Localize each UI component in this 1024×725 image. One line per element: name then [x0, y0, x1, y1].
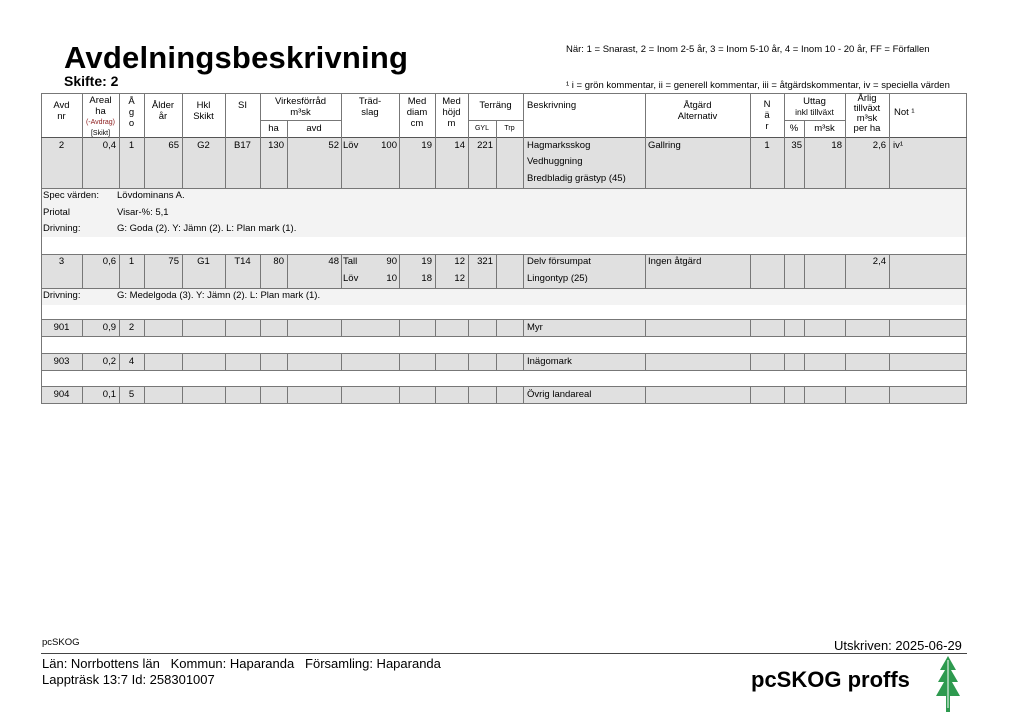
col-header-areal-line2: ha [95, 106, 106, 117]
cell-ago: 2 [128, 322, 135, 333]
cell-areal: 0,6 [102, 256, 116, 267]
table-border-top [41, 93, 967, 94]
col-header-nar-line2: ä [764, 110, 770, 121]
cell-areal: 0,9 [102, 322, 116, 333]
cell-avd: 904 [53, 389, 70, 400]
cell-beskrivning: Hagmarksskog [527, 140, 591, 151]
col-header-atgard-line2: Alternativ [677, 111, 718, 122]
col-line [750, 319, 751, 336]
col-header-avd-line1: Avd [53, 100, 70, 111]
col-line [645, 254, 646, 288]
col-line [804, 386, 805, 403]
col-header-hojd [435, 96, 468, 129]
col-line [889, 93, 890, 138]
col-header-diam-line1: Med [407, 96, 427, 107]
col-line [260, 386, 261, 403]
col-line [341, 138, 342, 188]
col-line [287, 386, 288, 403]
col-line [523, 319, 524, 336]
cell-not: iv¹ [893, 140, 904, 151]
col-line [523, 138, 524, 188]
col-line [804, 353, 805, 370]
row-band-904 [41, 386, 967, 403]
footer-property-id: Lappträsk 13:7 Id: 258301007 [42, 672, 215, 687]
col-line [341, 386, 342, 403]
col-header-tillvaxt-line1: Årlig [857, 93, 877, 104]
info-label: Drivning: [43, 290, 81, 301]
col-line [645, 386, 646, 403]
col-header-nar [750, 99, 784, 132]
col-line [645, 138, 646, 188]
col-line [523, 93, 524, 138]
col-header-tillvaxt-line4: per ha [853, 123, 881, 134]
col-line [750, 386, 751, 403]
col-line [750, 254, 751, 288]
col-header-hojd-line1: Med [442, 96, 461, 107]
cell-avd: 901 [53, 322, 70, 333]
row-line [41, 188, 967, 189]
col-line [225, 319, 226, 336]
cell-tradslag-pct: 90 [386, 256, 397, 267]
col-line [845, 386, 846, 403]
col-header-virke-line1: Virkesförråd [274, 96, 327, 107]
info-label: Drivning: [43, 223, 81, 234]
col-line [750, 353, 751, 370]
col-line [144, 353, 145, 370]
cell-beskrivning: Vedhuggning [527, 156, 583, 167]
col-header-tradslag-line2: slag [361, 107, 379, 118]
col-line [645, 353, 646, 370]
cell-ago: 5 [128, 389, 135, 400]
info-label: Spec värden: [43, 190, 99, 201]
table-border-right [966, 93, 967, 404]
cell-hojd: 12 [454, 256, 465, 267]
col-header-terrang: Terräng [479, 100, 512, 111]
uttag-sub-line [784, 120, 845, 121]
col-header-diam-line2: diam [406, 107, 428, 118]
col-line [144, 319, 145, 336]
info-value: G: Goda (2). Y: Jämn (2). L: Plan mark (1). [117, 223, 297, 234]
col-header-tillvaxt [845, 94, 889, 134]
col-line [435, 386, 436, 403]
col-header-not: Not ¹ [894, 107, 915, 118]
col-line [889, 319, 890, 336]
col-line [523, 254, 524, 288]
col-line [889, 138, 890, 188]
col-line [341, 254, 342, 288]
page-title: Avdelningsbeskrivning [64, 40, 409, 75]
col-header-virke-ha: ha [268, 123, 279, 134]
col-line [804, 254, 805, 288]
cell-avd: 903 [53, 356, 70, 367]
row-line [41, 353, 967, 354]
cell-tradslag-pct: 10 [386, 273, 397, 284]
col-header-atgard-line1: Åtgärd [683, 100, 712, 111]
col-header-beskrivning: Beskrivning [527, 100, 577, 111]
cell-areal: 0,1 [102, 389, 116, 400]
col-header-areal-avdrag: (-Avdrag) [85, 119, 116, 126]
col-line [523, 386, 524, 403]
col-header-uttag-line2: inkl tillväxt [795, 107, 834, 117]
cell-tillvaxt: 2,4 [872, 256, 886, 267]
cell-hojd: 12 [454, 273, 465, 284]
row-line [41, 254, 967, 255]
row-line [41, 370, 967, 371]
col-header-alder [144, 100, 182, 122]
col-line [435, 319, 436, 336]
info-value: G: Medelgoda (3). Y: Jämn (2). L: Plan mark (1). [117, 290, 321, 301]
col-line [889, 254, 890, 288]
col-line [341, 319, 342, 336]
cell-beskrivning: Lingontyp (25) [527, 273, 588, 284]
col-line [260, 353, 261, 370]
col-line [182, 319, 183, 336]
col-line [468, 353, 469, 370]
col-header-hojd-line2: höjd [442, 107, 461, 118]
col-header-tradslag-line1: Träd- [358, 96, 382, 107]
col-header-areal-line1: Areal [89, 95, 112, 106]
col-line [468, 386, 469, 403]
cell-avd: 2 [58, 140, 65, 151]
col-line [523, 353, 524, 370]
col-header-tillvaxt-line2: tillväxt [853, 103, 881, 114]
col-line [468, 319, 469, 336]
col-line [784, 319, 785, 336]
col-line [496, 319, 497, 336]
cell-tradslag-pct: 100 [381, 140, 397, 151]
col-line [399, 386, 400, 403]
row-line [41, 386, 967, 387]
col-header-uttag-pct: % [789, 123, 799, 134]
footer-printed-date: Utskriven: 2025-06-29 [834, 638, 962, 653]
cell-beskrivning: Myr [527, 322, 543, 333]
row-band-903 [41, 353, 967, 370]
cell-areal: 0,2 [102, 356, 116, 367]
col-header-diam [399, 96, 435, 129]
cell-atgard: Gallring [648, 140, 681, 151]
col-header-tillvaxt-line3: m³sk [856, 113, 878, 124]
row-band-3 [41, 254, 967, 288]
cell-alder: 75 [168, 256, 179, 267]
col-header-nar-line1: N [763, 99, 771, 110]
row-band-901 [41, 319, 967, 336]
col-header-areal-skikt: [Skikt] [90, 130, 111, 137]
info-value: Lövdominans A. [117, 190, 185, 201]
cell-si: T14 [234, 256, 251, 267]
col-line [784, 353, 785, 370]
col-header-atgard [645, 100, 750, 122]
col-line [845, 319, 846, 336]
cell-diam: 18 [421, 273, 432, 284]
col-line [341, 353, 342, 370]
col-line [225, 353, 226, 370]
col-line [182, 353, 183, 370]
col-header-uttag-m3: m³sk [814, 123, 835, 134]
col-line [804, 319, 805, 336]
col-line [784, 254, 785, 288]
footer-divider [41, 653, 967, 654]
cell-diam: 19 [421, 256, 432, 267]
cell-ago: 4 [128, 356, 135, 367]
col-header-uttag [784, 96, 845, 118]
col-header-avd [41, 100, 82, 122]
col-line [399, 353, 400, 370]
legend-nar: När: 1 = Snarast, 2 = Inom 2-5 år, 3 = Inom 5-10 år, 4 = Inom 10 - 20 år, FF = Förfallen [566, 44, 930, 55]
col-header-areal [82, 95, 119, 139]
col-header-tradslag [341, 96, 399, 118]
col-header-ago-line2: g [128, 107, 135, 118]
row-line [41, 336, 967, 337]
col-line [435, 353, 436, 370]
row-line [41, 288, 967, 289]
col-header-avd-line2: nr [57, 111, 66, 122]
col-header-ago-line3: o [128, 118, 135, 129]
col-header-virke [260, 96, 341, 118]
col-line [225, 386, 226, 403]
col-line [287, 353, 288, 370]
cell-nar: 1 [764, 140, 770, 151]
cell-virke-ha: 130 [268, 140, 284, 151]
col-line [889, 353, 890, 370]
cell-si: B17 [234, 140, 251, 151]
col-line [182, 386, 183, 403]
cell-atgard: Ingen åtgärd [648, 256, 702, 267]
col-header-alder-line1: Ålder [151, 100, 175, 111]
header-bottom-line [41, 137, 967, 138]
info-value: Visar-%: 5,1 [117, 207, 169, 218]
brand-logo-text: pcSKOG proffs [751, 667, 910, 692]
col-header-diam-line3: cm [410, 118, 424, 129]
table-border-bottom [41, 403, 967, 404]
col-header-ago-line1: Å [128, 96, 135, 107]
cell-beskrivning: Inägomark [527, 356, 572, 367]
col-header-hkl-line1: Hkl [196, 100, 211, 111]
col-line [784, 386, 785, 403]
col-header-si: SI [238, 100, 247, 111]
col-line [496, 138, 497, 188]
cell-gyl: 321 [477, 256, 493, 267]
cell-alder: 65 [168, 140, 179, 151]
col-line [287, 319, 288, 336]
cell-tradslag: Tall [343, 256, 358, 267]
cell-uttag-pct: 35 [791, 140, 802, 151]
col-line [496, 254, 497, 288]
cell-hojd: 14 [454, 140, 465, 151]
cell-gyl: 221 [477, 140, 493, 151]
col-header-ago [119, 96, 144, 129]
cell-tillvaxt: 2,6 [872, 140, 886, 151]
cell-virke-ha: 80 [273, 256, 284, 267]
col-line [144, 386, 145, 403]
col-header-uttag-line1: Uttag [803, 96, 826, 107]
cell-virke-avd: 48 [328, 256, 339, 267]
cell-tradslag: Löv [343, 140, 359, 151]
col-header-hkl [182, 100, 225, 122]
col-header-hojd-line3: m [447, 118, 456, 129]
info-label: Priotal [43, 207, 70, 218]
cell-beskrivning: Delv försumpat [527, 256, 591, 267]
col-line [260, 319, 261, 336]
cell-diam: 19 [421, 140, 432, 151]
stand-table [41, 93, 967, 404]
col-header-hkl-line2: Skikt [193, 111, 214, 122]
col-line [889, 386, 890, 403]
tree-icon [936, 656, 960, 712]
col-header-virke-line2: m³sk [290, 107, 311, 118]
cell-ago: 1 [128, 140, 135, 151]
footer-location: Län: Norrbottens län Kommun: Haparanda Församling: Haparanda [42, 656, 441, 671]
cell-hkl: G1 [197, 256, 210, 267]
cell-virke-avd: 52 [328, 140, 339, 151]
cell-tradslag: Löv [343, 273, 359, 284]
cell-hkl: G2 [197, 140, 210, 151]
col-line [496, 386, 497, 403]
legend-not: ¹ i = grön kommentar, ii = generell kommentar, iii = åtgärdskommentar, iv = speciella värden [566, 80, 950, 91]
col-line [845, 353, 846, 370]
col-header-nar-line3: r [765, 121, 769, 132]
cell-ago: 1 [128, 256, 135, 267]
cell-beskrivning: Övrig landareal [527, 389, 592, 400]
col-line [645, 319, 646, 336]
cell-areal: 0,4 [102, 140, 116, 151]
col-header-trp: Trp [504, 125, 515, 132]
col-header-virke-avd: avd [306, 123, 322, 134]
cell-avd: 3 [58, 256, 65, 267]
cell-beskrivning: Bredbladig grästyp (45) [527, 173, 626, 184]
footer-app-name: pcSKOG [42, 637, 80, 648]
col-line [496, 353, 497, 370]
cell-uttag-m3: 18 [831, 140, 842, 151]
page-subtitle: Skifte: 2 [64, 73, 119, 89]
col-header-alder-line2: år [158, 111, 168, 122]
col-line [399, 319, 400, 336]
col-header-gyl: GYL [474, 125, 489, 132]
row-line [41, 319, 967, 320]
virke-sub-line [260, 120, 341, 121]
